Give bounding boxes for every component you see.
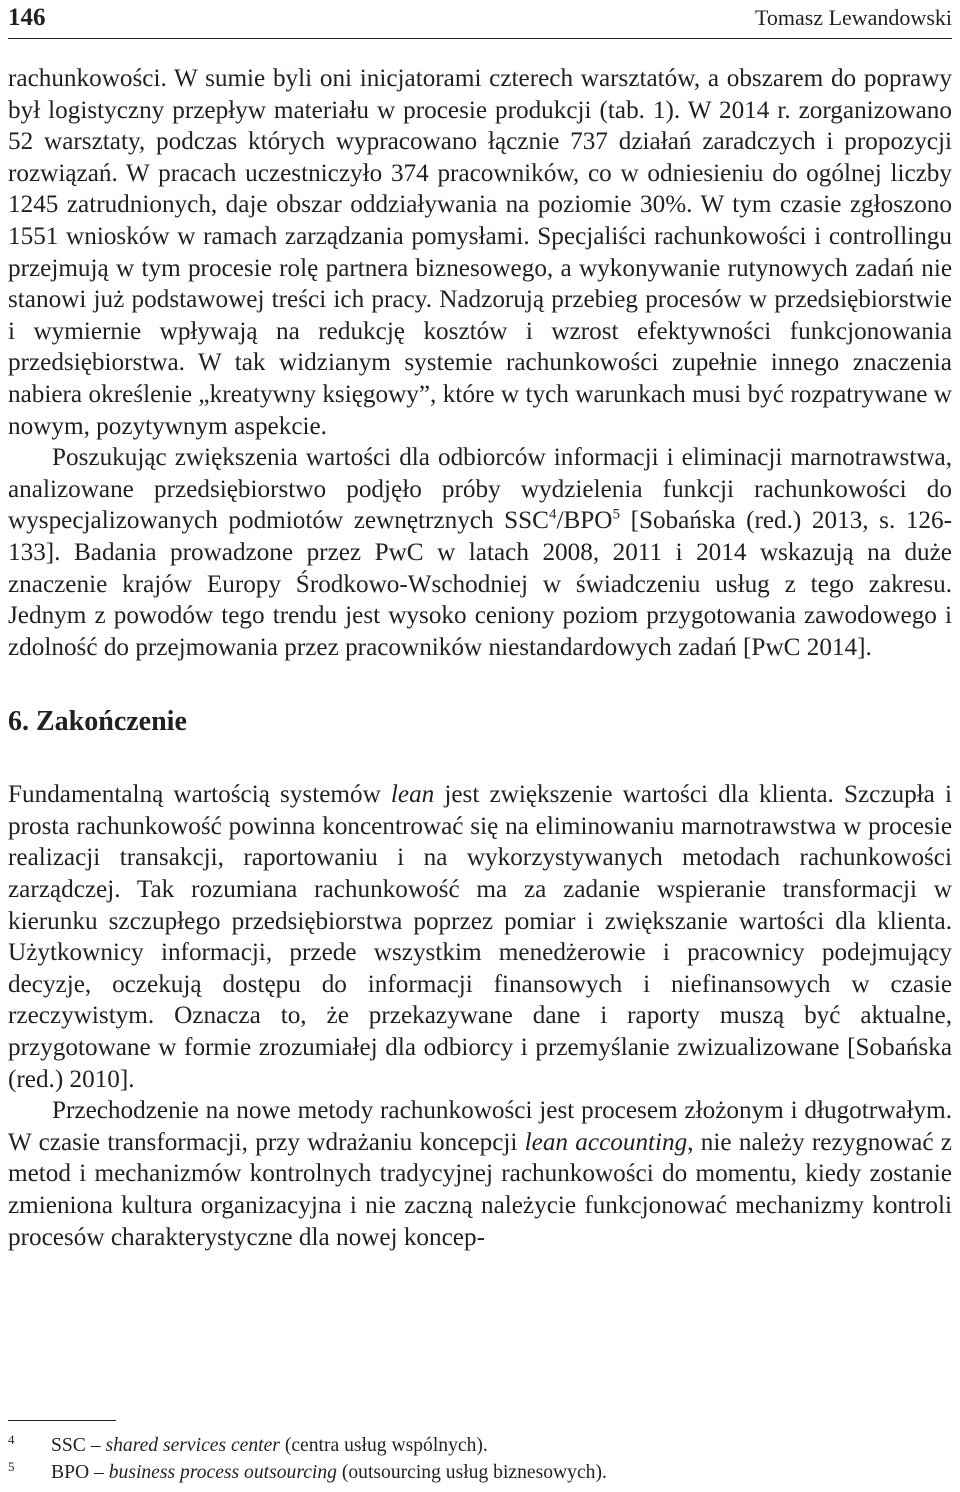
footnote-dash: – xyxy=(85,1435,106,1456)
footnote-gloss: (outsourcing usług biznesowych). xyxy=(336,1462,607,1483)
paragraph-text: , nie należy rezygnować z metod i mechanizmów kontrolnych tradycyjnej rachunkowości do momentu, kiedy zostanie zmieniona kultura organizacyjna i nie zaczną należycie funkcjonować mechanizmy kontroli procesów charakterystyczne dla nowej koncep- xyxy=(8,1128,952,1251)
footnotes xyxy=(8,1432,952,1486)
emphasis-term: lean xyxy=(390,781,435,809)
paragraph-text: Poszukując zwiększenia wartości dla odbiorców informacji i eliminacji marnotrawstwa, analizowane przedsiębiorstwo podjęło próby wydzielenia funkcji rachunkowości do wyspecjalizowanych podmiotów zewnętrznych SSC xyxy=(8,444,952,535)
footnote-abbr: SSC xyxy=(51,1435,86,1456)
footnote-gloss: (centra usług wspólnych). xyxy=(279,1435,488,1456)
footnote-dash: – xyxy=(89,1462,109,1483)
footnote-divider xyxy=(8,1420,116,1421)
footnote-term: business process outsourcing xyxy=(108,1462,337,1483)
section-heading: 6. Zakończenie xyxy=(8,706,187,738)
footnote: 5 BPO – business process outsourcing (outsourcing usług biznesowych). xyxy=(8,1459,607,1483)
paragraph xyxy=(8,779,952,1095)
footnote-ref[interactable]: 4 xyxy=(548,506,557,523)
footnote-ref[interactable]: 5 xyxy=(612,506,620,523)
paragraph-text: rachunkowości. W sumie byli oni inicjatorami czterech warsztatów, a obszarem do poprawy był logistyczny przepływ materiału w procesie produkcji (tab. 1). W 2014 r. zorganizowano 52 warsztaty, podczas których wypracowano łącznie 737 działań zaradczych i propozycji rozwiązań. W pracach uczestniczyło 374 pracowników, co w odniesieniu do ogólnej liczby 1245 zatrudnionych, daje obszar oddziaływania na poziomie 30%. W tym czasie zgłoszono 1551 wniosków w ramach zarządzania pomysłami. Specjaliści rachunkowości i controllingu przejmują w tym procesie rolę partnera biznesowego, a wykonywanie rutynowych zadań nie stanowi już podstawowej treści ich pracy. Nadzorują przebieg procesów w przedsiębiorstwie i wymiernie wpływają na redukcję kosztów i wzrost efektywności funkcjonowania przedsiębiorstwa. W tak widzianym systemie rachunkowości zupełnie innego znaczenia nabiera określenie „kreatywny księgowy”, które w tych warunkach musi być rozpatrywane w nowym, pozytywnym aspekcie. xyxy=(8,65,952,440)
paragraph xyxy=(8,1095,952,1253)
paragraph xyxy=(8,63,952,442)
paragraph-text: jest zwiększenie wartości dla klienta. Szczupła i prosta rachunkowość powinna koncentrować się na eliminowaniu marnotrawstwa w procesie realizacji transakcji, raportowaniu i na wykorzystywanych metodach rachunkowości zarządczej. Tak rozumiana rachunkowość ma za zadanie wspieranie transformacji w kierunku szczupłego przedsiębiorstwa poprzez pomiar i zwiększanie wartości dla klienta. Użytkownicy informacji, przede wszystkim menedżerowie i pracownicy podejmujący decyzje, oczekują dostępu do informacji finansowych i niefinansowych w czasie rzeczywistym. Oznacza to, że przekazywane dane i raporty muszą być aktualne, przygotowane w formie zrozumiałej dla odbiorcy i przemyślanie zwizualizowane [Sobańska (red.) 2010]. xyxy=(8,781,952,1093)
footnote: 4 SSC – shared services center (centra usług wspólnych). xyxy=(8,1432,488,1456)
book-page xyxy=(8,0,952,1253)
page-number: 146 xyxy=(8,4,46,31)
body-text xyxy=(8,63,952,1253)
footnote-term: shared services center xyxy=(105,1435,280,1456)
paragraph-text: Fundamentalną wartością systemów xyxy=(8,781,391,809)
paragraph-text: /BPO xyxy=(556,507,613,535)
emphasis-term: lean accounting xyxy=(524,1128,688,1156)
footnote-abbr: BPO xyxy=(51,1462,90,1483)
paragraph-text: Przechodzenie na nowe metody rachunkowości jest procesem złożonym i długotrwałym. W czasie transformacji, przy wdrażaniu koncepcji xyxy=(8,1097,952,1156)
paragraph xyxy=(8,442,952,663)
paragraph-text: [Sobańska (red.) 2013, s. 126-133]. Badania prowadzone przez PwC w latach 2008, 2011 i 2014 wskazują na duże znaczenie krajów Europy Środkowo-Wschodniej w świadczeniu usług z tego zakresu. Jednym z powodów tego trendu jest wysoko ceniony poziom przygotowania zawodowego i zdolność do przejmowania przez pracowników niestandardowych zadań [PwC 2014]. xyxy=(8,507,952,661)
header-author: Tomasz Lewandowski xyxy=(754,5,952,30)
running-header xyxy=(8,0,952,39)
